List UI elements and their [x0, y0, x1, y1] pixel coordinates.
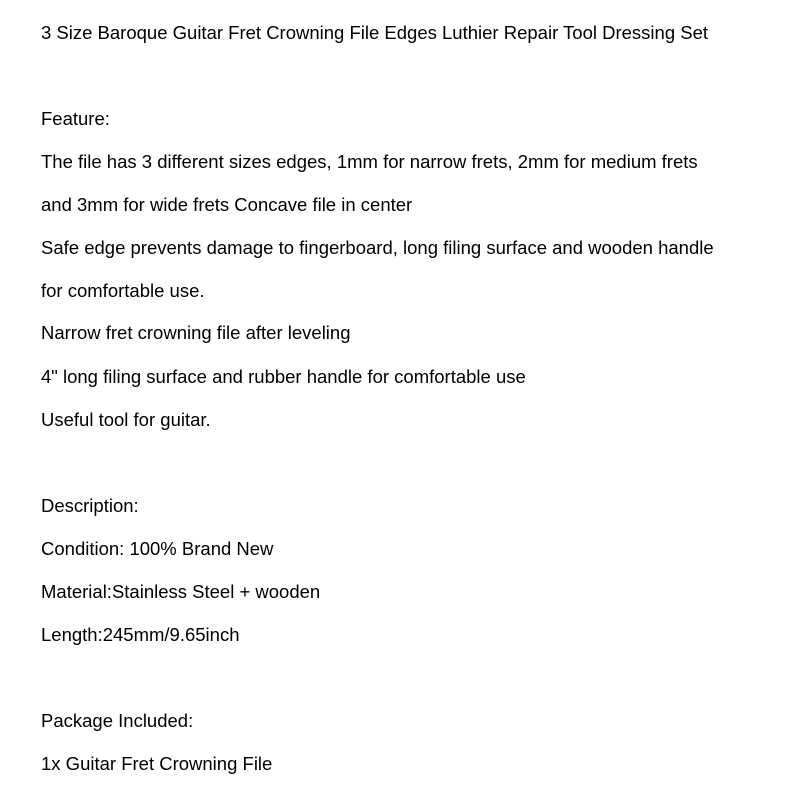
product-title: 3 Size Baroque Guitar Fret Crowning File Edges Luthier Repair Tool Dressing Set — [41, 22, 709, 43]
description-line: Condition: 100% Brand New — [41, 538, 274, 559]
package-heading: Package Included: — [41, 710, 194, 731]
feature-line: 4" long filing surface and rubber handle for comfortable use — [41, 366, 526, 387]
feature-line: Useful tool for guitar. — [41, 409, 211, 430]
description-line: Material:Stainless Steel + wooden — [41, 581, 321, 602]
feature-line: Narrow fret crowning file after leveling — [41, 322, 351, 343]
feature-line: for comfortable use. — [41, 280, 205, 301]
feature-line: Safe edge prevents damage to fingerboard, long filing surface and wooden handle — [41, 237, 714, 258]
description-line: Length:245mm/9.65inch — [41, 624, 240, 645]
feature-line: and 3mm for wide frets Concave file in center — [41, 194, 413, 215]
feature-heading: Feature: — [41, 108, 110, 129]
feature-line: The file has 3 different sizes edges, 1mm for narrow frets, 2mm for medium frets — [41, 151, 698, 172]
description-heading: Description: — [41, 495, 139, 516]
package-line: 1x Guitar Fret Crowning File — [41, 753, 273, 774]
